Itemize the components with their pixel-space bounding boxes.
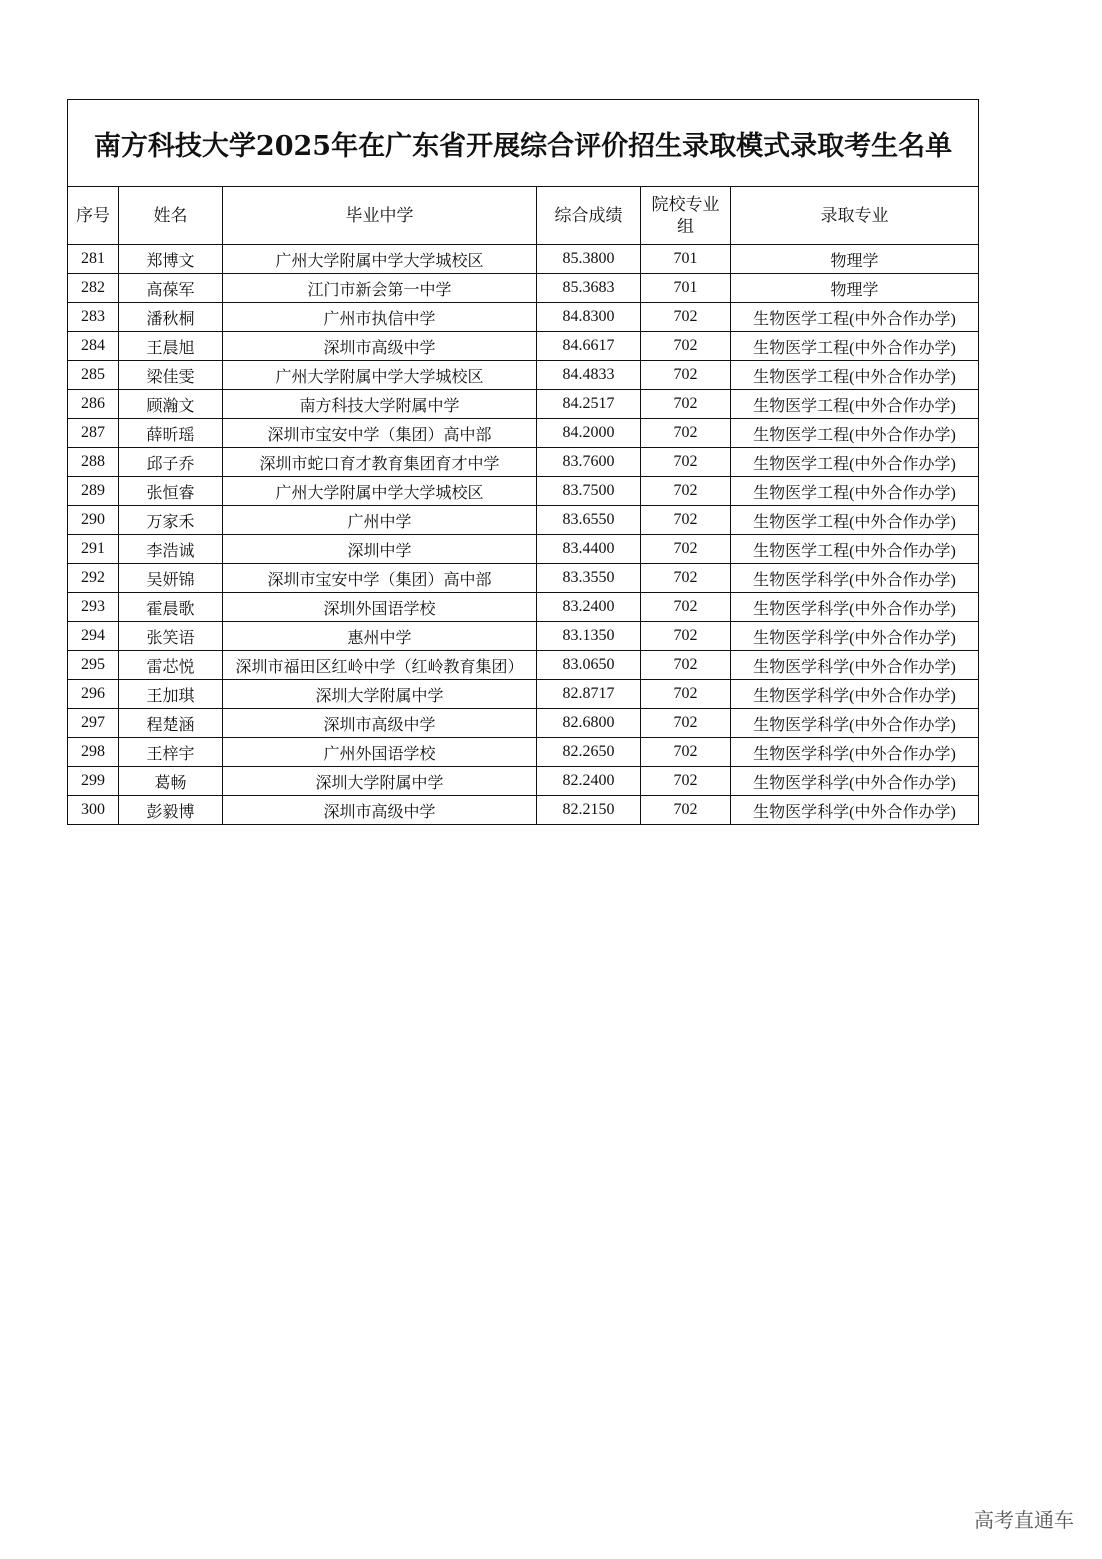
cell-group: 702 (641, 709, 731, 738)
cell-group: 702 (641, 303, 731, 332)
cell-index: 297 (68, 709, 119, 738)
cell-index: 292 (68, 564, 119, 593)
cell-index: 299 (68, 767, 119, 796)
table-row (68, 245, 979, 274)
cell-major: 生物医学工程(中外合作办学) (731, 332, 979, 361)
cell-name: 王加琪 (119, 680, 223, 709)
table-row (68, 593, 979, 622)
cell-school: 深圳市蛇口育才教育集团育才中学 (223, 448, 537, 477)
cell-group: 701 (641, 274, 731, 303)
cell-index: 293 (68, 593, 119, 622)
cell-score: 85.3683 (537, 274, 641, 303)
cell-index: 296 (68, 680, 119, 709)
table-row (68, 709, 979, 738)
cell-major: 物理学 (731, 274, 979, 303)
table-row (68, 535, 979, 564)
cell-school: 深圳市高级中学 (223, 796, 537, 825)
cell-score: 82.2650 (537, 738, 641, 767)
cell-major: 生物医学科学(中外合作办学) (731, 680, 979, 709)
header-major: 录取专业 (731, 187, 979, 245)
cell-major: 生物医学科学(中外合作办学) (731, 593, 979, 622)
cell-school: 深圳市高级中学 (223, 332, 537, 361)
cell-name: 张恒睿 (119, 477, 223, 506)
cell-school: 深圳中学 (223, 535, 537, 564)
cell-major: 生物医学工程(中外合作办学) (731, 535, 979, 564)
cell-school: 惠州中学 (223, 622, 537, 651)
cell-school: 广州大学附属中学大学城校区 (223, 361, 537, 390)
cell-name: 郑博文 (119, 245, 223, 274)
table-row (68, 303, 979, 332)
cell-score: 84.2517 (537, 390, 641, 419)
cell-name: 顾瀚文 (119, 390, 223, 419)
cell-major: 生物医学工程(中外合作办学) (731, 361, 979, 390)
cell-index: 300 (68, 796, 119, 825)
cell-group: 702 (641, 477, 731, 506)
cell-index: 284 (68, 332, 119, 361)
cell-score: 83.6550 (537, 506, 641, 535)
header-row (68, 187, 979, 245)
cell-name: 潘秋桐 (119, 303, 223, 332)
cell-major: 生物医学工程(中外合作办学) (731, 419, 979, 448)
cell-score: 82.6800 (537, 709, 641, 738)
cell-major: 生物医学工程(中外合作办学) (731, 506, 979, 535)
cell-index: 287 (68, 419, 119, 448)
cell-school: 广州中学 (223, 506, 537, 535)
cell-index: 282 (68, 274, 119, 303)
cell-school: 深圳大学附属中学 (223, 767, 537, 796)
cell-major: 生物医学科学(中外合作办学) (731, 767, 979, 796)
cell-name: 薛昕瑶 (119, 419, 223, 448)
cell-school: 广州市执信中学 (223, 303, 537, 332)
cell-group: 702 (641, 564, 731, 593)
cell-major: 生物医学科学(中外合作办学) (731, 651, 979, 680)
cell-score: 85.3800 (537, 245, 641, 274)
table-row (68, 622, 979, 651)
cell-school: 深圳市福田区红岭中学（红岭教育集团） (223, 651, 537, 680)
table-row (68, 506, 979, 535)
cell-group: 702 (641, 680, 731, 709)
cell-group: 702 (641, 419, 731, 448)
cell-name: 雷芯悦 (119, 651, 223, 680)
cell-name: 李浩诚 (119, 535, 223, 564)
table-row (68, 332, 979, 361)
cell-name: 王梓宇 (119, 738, 223, 767)
header-school: 毕业中学 (223, 187, 537, 245)
cell-school: 广州外国语学校 (223, 738, 537, 767)
cell-major: 物理学 (731, 245, 979, 274)
cell-score: 83.2400 (537, 593, 641, 622)
admission-list-table (67, 99, 979, 825)
table-row (68, 361, 979, 390)
cell-score: 84.4833 (537, 361, 641, 390)
cell-score: 84.6617 (537, 332, 641, 361)
table-body (68, 245, 979, 825)
cell-group: 702 (641, 361, 731, 390)
cell-name: 邱子乔 (119, 448, 223, 477)
cell-school: 深圳大学附属中学 (223, 680, 537, 709)
cell-group: 702 (641, 651, 731, 680)
cell-major: 生物医学科学(中外合作办学) (731, 796, 979, 825)
cell-index: 286 (68, 390, 119, 419)
cell-index: 291 (68, 535, 119, 564)
cell-group: 702 (641, 622, 731, 651)
header-index: 序号 (68, 187, 119, 245)
cell-name: 霍晨歌 (119, 593, 223, 622)
table-row (68, 390, 979, 419)
cell-name: 葛畅 (119, 767, 223, 796)
table-row (68, 738, 979, 767)
cell-score: 83.7500 (537, 477, 641, 506)
cell-group: 702 (641, 448, 731, 477)
watermark: 高考直通车 (974, 1508, 1074, 1532)
cell-name: 王晨旭 (119, 332, 223, 361)
table-row (68, 448, 979, 477)
cell-index: 288 (68, 448, 119, 477)
cell-group: 702 (641, 796, 731, 825)
cell-name: 吴妍锦 (119, 564, 223, 593)
cell-school: 南方科技大学附属中学 (223, 390, 537, 419)
cell-score: 83.1350 (537, 622, 641, 651)
cell-index: 290 (68, 506, 119, 535)
cell-group: 702 (641, 506, 731, 535)
document-title: 南方科技大学2025年在广东省开展综合评价招生录取模式录取考生名单 (68, 100, 979, 187)
cell-score: 84.2000 (537, 419, 641, 448)
cell-school: 广州大学附属中学大学城校区 (223, 477, 537, 506)
cell-school: 深圳外国语学校 (223, 593, 537, 622)
cell-school: 深圳市宝安中学（集团）高中部 (223, 564, 537, 593)
cell-group: 702 (641, 738, 731, 767)
cell-major: 生物医学工程(中外合作办学) (731, 448, 979, 477)
cell-major: 生物医学工程(中外合作办学) (731, 477, 979, 506)
cell-group: 701 (641, 245, 731, 274)
cell-index: 283 (68, 303, 119, 332)
cell-score: 83.4400 (537, 535, 641, 564)
cell-score: 83.7600 (537, 448, 641, 477)
cell-index: 289 (68, 477, 119, 506)
cell-major: 生物医学科学(中外合作办学) (731, 564, 979, 593)
cell-group: 702 (641, 535, 731, 564)
table-row (68, 564, 979, 593)
cell-group: 702 (641, 593, 731, 622)
header-name: 姓名 (119, 187, 223, 245)
table-row (68, 767, 979, 796)
cell-name: 程楚涵 (119, 709, 223, 738)
table-row (68, 680, 979, 709)
cell-name: 彭毅博 (119, 796, 223, 825)
cell-school: 广州大学附属中学大学城校区 (223, 245, 537, 274)
header-group: 院校专业组 (641, 187, 731, 245)
cell-major: 生物医学科学(中外合作办学) (731, 622, 979, 651)
cell-index: 285 (68, 361, 119, 390)
table-row (68, 477, 979, 506)
cell-name: 万家禾 (119, 506, 223, 535)
table-row (68, 651, 979, 680)
cell-score: 82.2400 (537, 767, 641, 796)
cell-score: 83.0650 (537, 651, 641, 680)
cell-score: 82.8717 (537, 680, 641, 709)
cell-index: 294 (68, 622, 119, 651)
cell-group: 702 (641, 767, 731, 796)
cell-group: 702 (641, 332, 731, 361)
header-score: 综合成绩 (537, 187, 641, 245)
table-row (68, 796, 979, 825)
cell-score: 83.3550 (537, 564, 641, 593)
cell-name: 张笑语 (119, 622, 223, 651)
cell-score: 82.2150 (537, 796, 641, 825)
cell-major: 生物医学科学(中外合作办学) (731, 738, 979, 767)
cell-school: 江门市新会第一中学 (223, 274, 537, 303)
cell-index: 281 (68, 245, 119, 274)
cell-group: 702 (641, 390, 731, 419)
table-row (68, 274, 979, 303)
cell-name: 高葆军 (119, 274, 223, 303)
cell-index: 295 (68, 651, 119, 680)
cell-name: 梁佳雯 (119, 361, 223, 390)
cell-major: 生物医学科学(中外合作办学) (731, 709, 979, 738)
cell-school: 深圳市高级中学 (223, 709, 537, 738)
cell-major: 生物医学工程(中外合作办学) (731, 303, 979, 332)
table-row (68, 419, 979, 448)
cell-major: 生物医学工程(中外合作办学) (731, 390, 979, 419)
cell-school: 深圳市宝安中学（集团）高中部 (223, 419, 537, 448)
cell-index: 298 (68, 738, 119, 767)
cell-score: 84.8300 (537, 303, 641, 332)
